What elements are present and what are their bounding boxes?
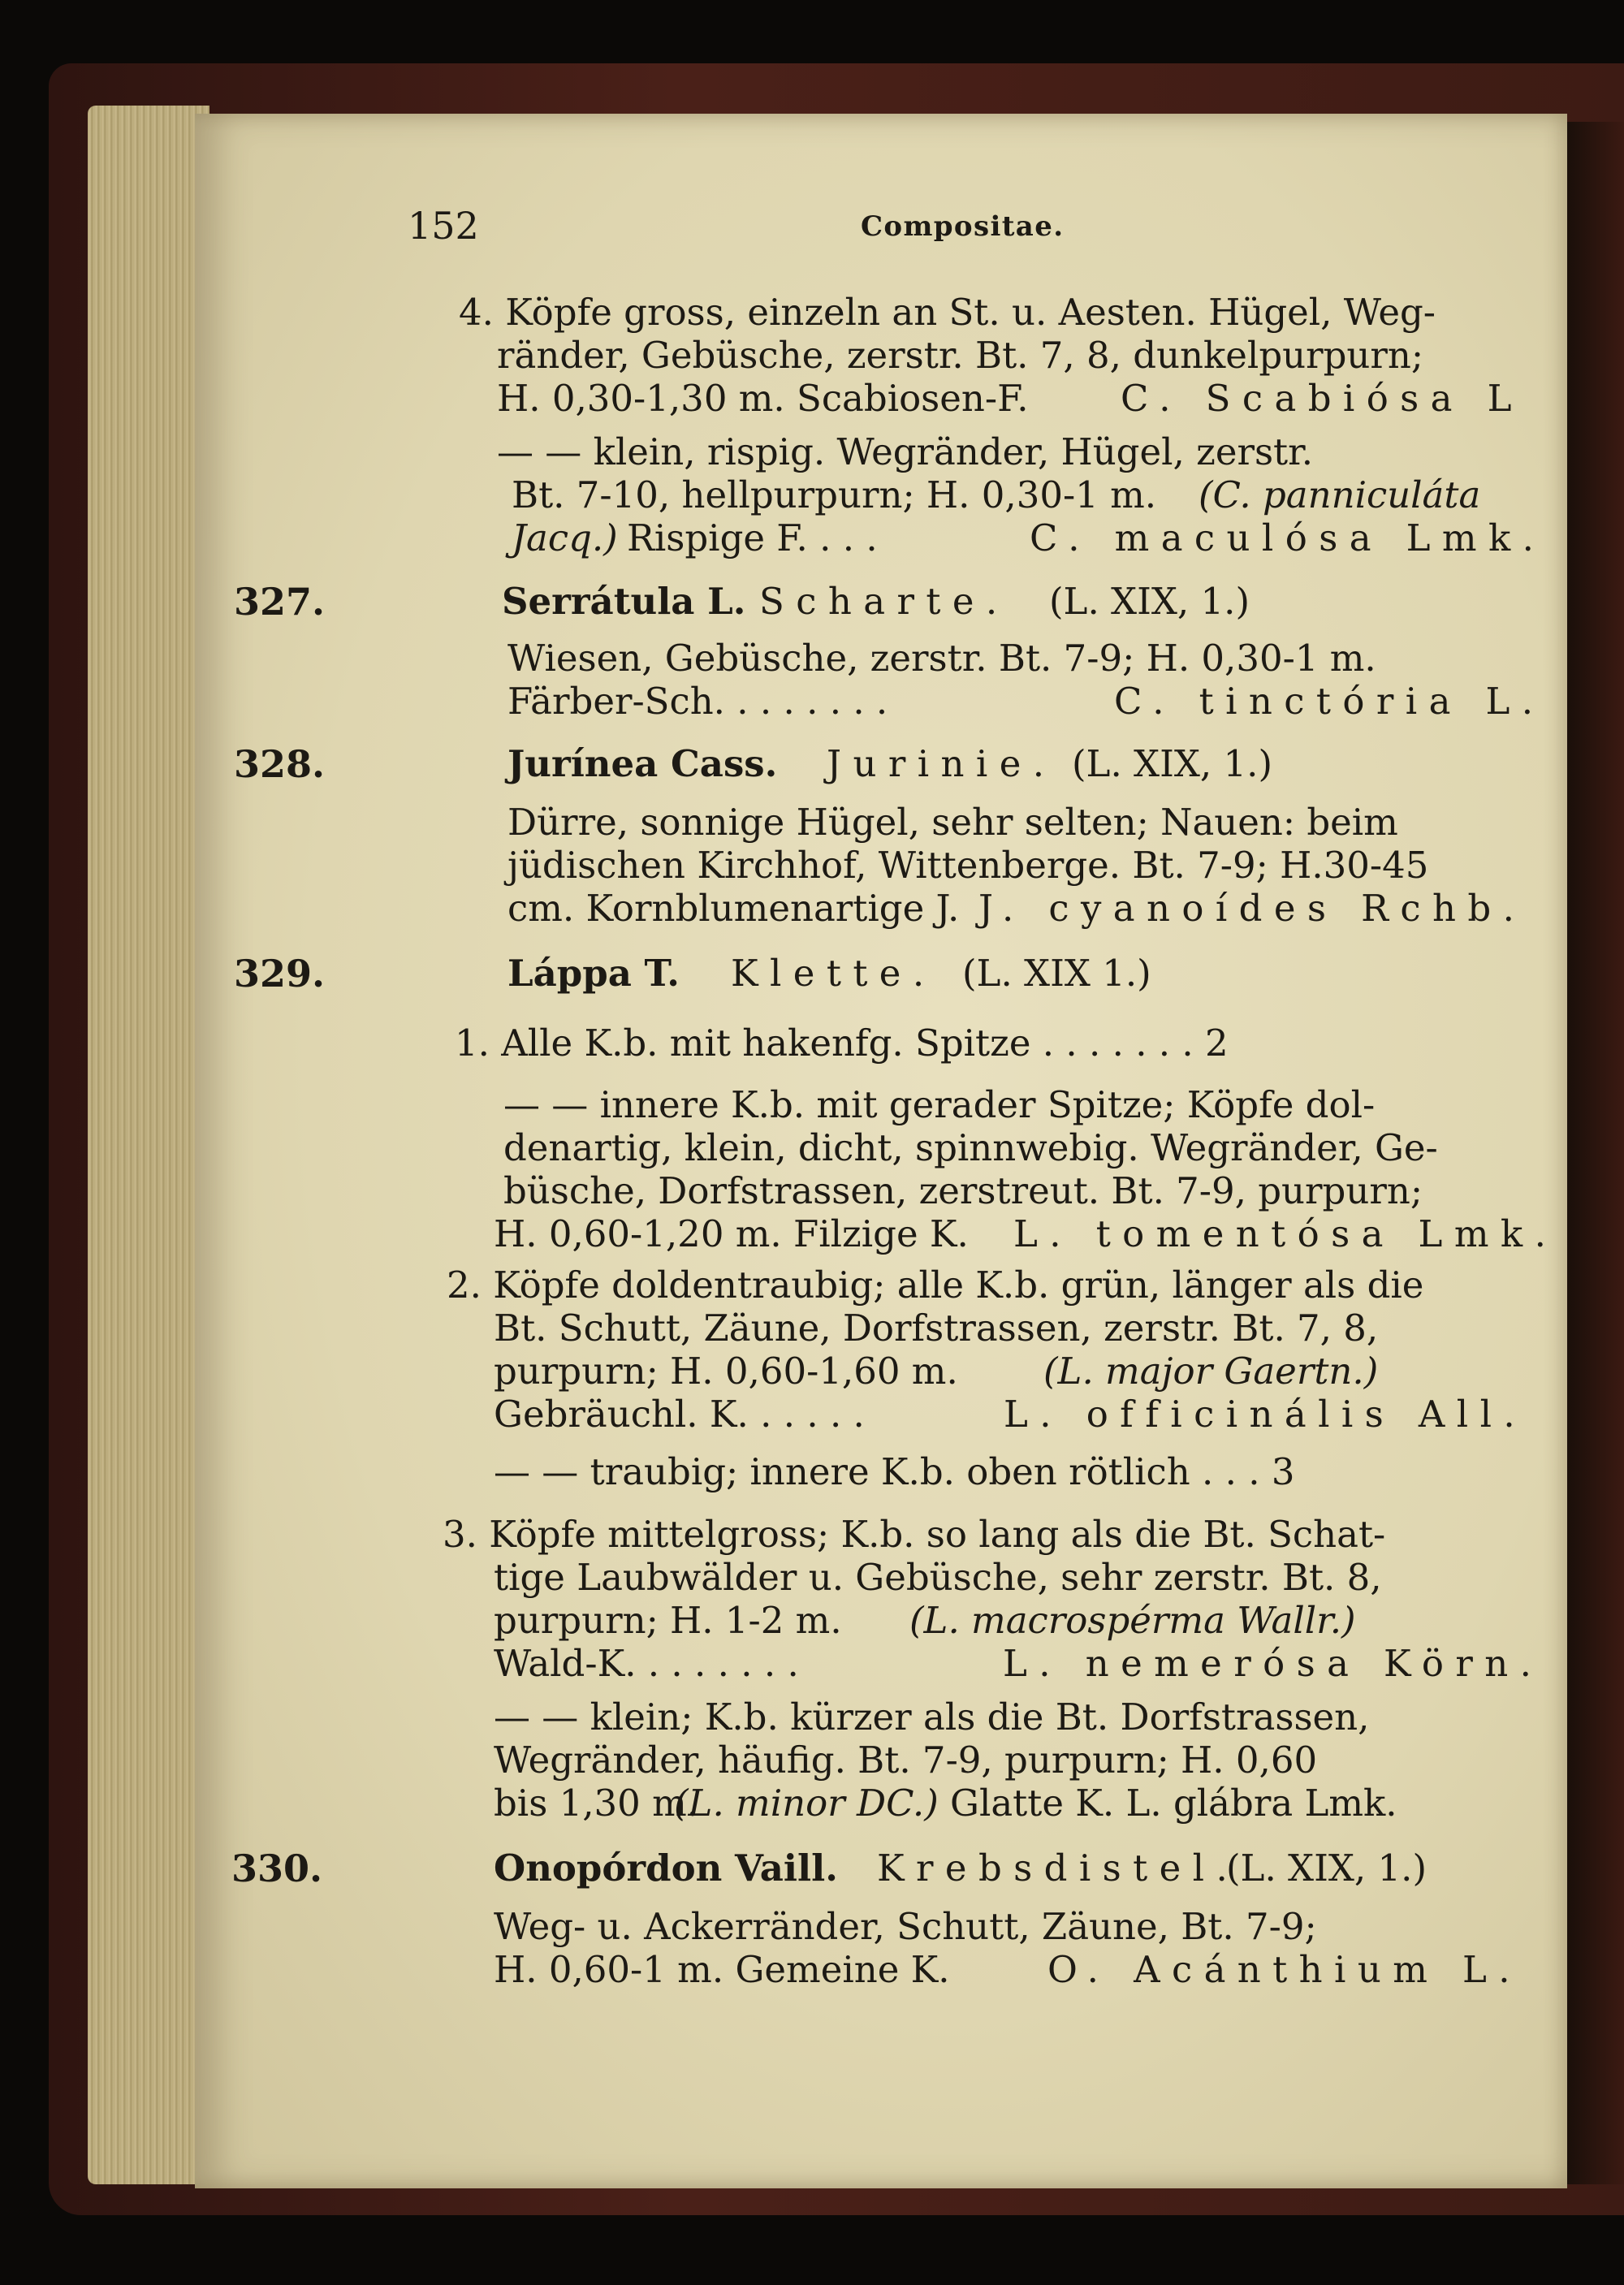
text-line: H. 0,60-1,20 m. Filzige K. [494, 1212, 969, 1255]
genus-number: 330. [231, 1847, 323, 1890]
genus-name: Láppa T. [508, 952, 680, 995]
linnaean-class: (L. XIX 1.) [962, 952, 1151, 995]
species-name: C. maculósa Lmk. [1030, 516, 1546, 559]
species-name: L. officinális All. [1004, 1393, 1527, 1436]
text-line: Bt. 7-10, hellpurpurn; H. 0,30-1 m. [512, 473, 1157, 516]
text-line: tige Laubwälder u. Gebüsche, sehr zerstr. Bt. 8, [494, 1556, 1382, 1599]
linnaean-class: (L. XIX, 1.) [1072, 742, 1272, 785]
text-line: Dürre, sonnige Hügel, sehr selten; Nauen: beim [508, 801, 1398, 844]
species-name: Glatte K. L. glábra Lmk. [950, 1782, 1397, 1825]
text-line: H. 0,30-1,30 m. Scabiosen-F. [497, 377, 1029, 420]
text-line: ränder, Gebüsche, zerstr. Bt. 7, 8, dunkelpurpurn; [497, 334, 1424, 377]
text-line: Wiesen, Gebüsche, zerstr. Bt. 7-9; H. 0,30-1 m. [508, 637, 1376, 680]
book-gutter [1567, 122, 1624, 2184]
synonym: (L. minor DC.) [674, 1782, 939, 1825]
page-number: 152 [408, 204, 479, 248]
key-line: 1. Alle K.b. mit hakenfg. Spitze . . . . . . . 2 [455, 1022, 1229, 1065]
species-name: C. Scabiósa L [1121, 377, 1523, 420]
text-line: purpurn; H. 0,60-1,60 m. [494, 1350, 958, 1393]
book-page [195, 114, 1567, 2188]
german-name: Krebsdistel. [877, 1847, 1240, 1890]
text-line: büsche, Dorfstrassen, zerstreut. Bt. 7-9, purpurn; [503, 1169, 1423, 1212]
genus-name: Onopórdon Vaill. [494, 1847, 838, 1890]
linnaean-class: (L. XIX, 1.) [1226, 1847, 1427, 1890]
german-name: Klette. [731, 952, 936, 995]
key-line: — — innere K.b. mit gerader Spitze; Köpfe dol- [503, 1083, 1376, 1126]
linnaean-class: (L. XIX, 1.) [1049, 580, 1250, 623]
key-line: — — traubig; innere K.b. oben rötlich . . . 3 [494, 1450, 1295, 1493]
key-line: 3. Köpfe mittelgross; K.b. so lang als die Bt. Schat- [443, 1513, 1386, 1556]
species-name: L. nemerósa Körn. [1003, 1642, 1544, 1685]
text-line: 4. Köpfe gross, einzeln an St. u. Aesten. Hügel, Weg- [459, 291, 1436, 334]
text-line: jüdischen Kirchhof, Wittenberge. Bt. 7-9; H.30-45 [508, 844, 1429, 887]
species-name: L. tomentósa Lmk. [1013, 1212, 1558, 1255]
synonym: (L. macrospérma Wallr.) [909, 1599, 1356, 1642]
text-line: Wegränder, häufig. Bt. 7-9, purpurn; H. 0,60 [494, 1739, 1318, 1782]
german-name: Jurinie. [827, 742, 1056, 785]
genus-number: 329. [234, 952, 326, 996]
genus-number: 328. [234, 742, 326, 786]
text-line: Wald-K. . . . . . . . [494, 1642, 799, 1685]
species-name: J. cyanoídes Rchb. [978, 887, 1527, 930]
text-line: purpurn; H. 1-2 m. [494, 1599, 842, 1642]
key-line: 2. Köpfe doldentraubig; alle K.b. grün, länger als die [447, 1263, 1424, 1307]
running-title: Compositae. [861, 210, 1065, 243]
text-line: H. 0,60-1 m. Gemeine K. [494, 1948, 950, 1991]
genus-number: 327. [234, 580, 326, 624]
text-line: bis 1,30 m. [494, 1782, 699, 1825]
key-line: — — klein; K.b. kürzer als die Bt. Dorfstrassen, [494, 1695, 1370, 1739]
german-name: Scharte. [759, 580, 1009, 623]
species-name: O. Acánthium L. [1047, 1948, 1522, 1991]
text-line: Weg- u. Ackerränder, Schutt, Zäune, Bt. 7-9; [494, 1905, 1317, 1948]
text-line: — — klein, rispig. Wegränder, Hügel, zerstr. [497, 430, 1314, 473]
genus-name: Jurínea Cass. [508, 742, 778, 785]
text-line: Gebräuchl. K. . . . . . [494, 1393, 865, 1436]
synonym: Jacq.) [512, 516, 618, 559]
text-line: cm. Kornblumenartige J. [508, 887, 960, 930]
text-line: Bt. Schutt, Zäune, Dorfstrassen, zerstr. Bt. 7, 8, [494, 1307, 1379, 1350]
species-name: C. tinctória L. [1114, 680, 1545, 723]
text-line: Färber-Sch. . . . . . . . [508, 680, 888, 723]
page-edges [88, 106, 209, 2184]
text-line: Rispige F. . . . [627, 516, 878, 559]
genus-name: Serrátula L. [502, 580, 746, 623]
text-line: denartig, klein, dicht, spinnwebig. Wegränder, Ge- [503, 1126, 1438, 1169]
synonym: (L. major Gaertn.) [1043, 1350, 1379, 1393]
synonym: (C. panniculáta [1199, 473, 1481, 516]
